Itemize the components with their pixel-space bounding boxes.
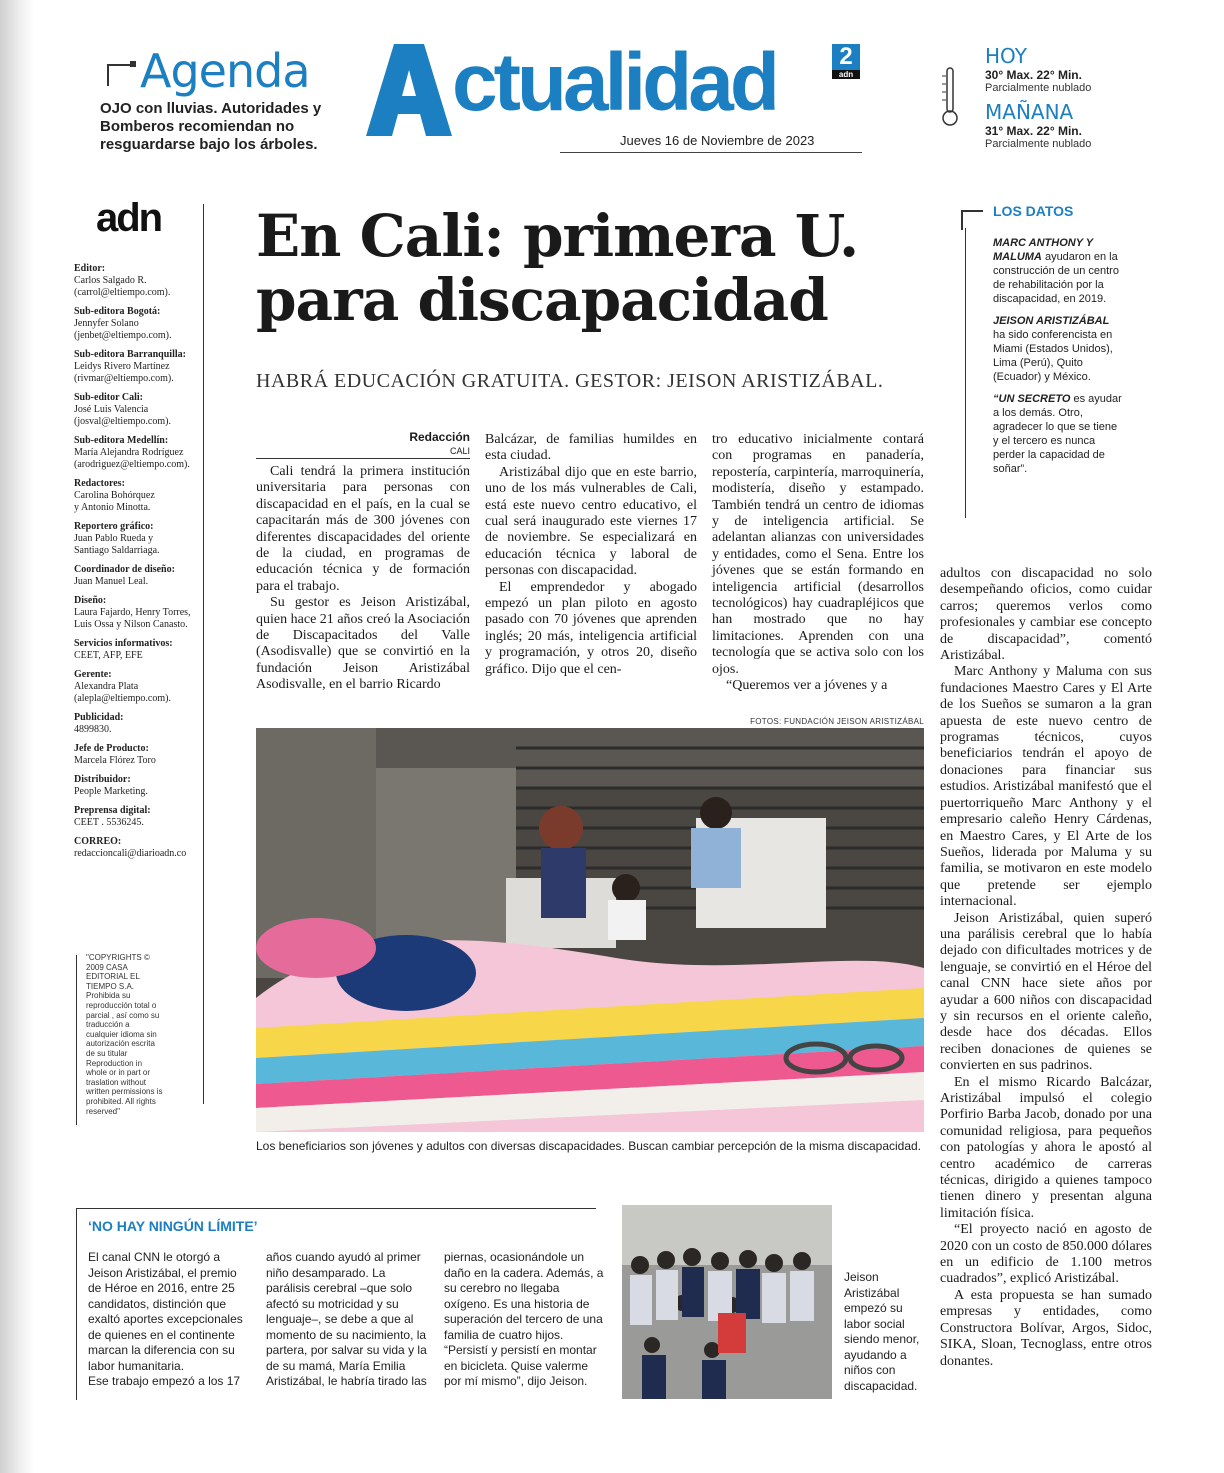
paragraph: El canal CNN le otorgó a Jeison Aristizábal, el premio de Héroe en 2016, entre 25 candidatos, distinción que exaltó aportes excepcionales de quienes en el continente marcan la diferencia con su labor humanitaria. — [88, 1250, 243, 1373]
staff-role: Distribuidor: — [74, 774, 131, 785]
datos-divider — [965, 228, 966, 518]
paragraph: A esta propuesta se han sumado empresas y entidades, como Constructora Bolívar, Argos, Sidoc, SIKA, Sloan, Tecnoglass, entre otros donantes. — [940, 1287, 1152, 1369]
staff-line: y Antonio Minotta. — [74, 502, 151, 513]
staff-line: CEET, AFP, EFE — [74, 650, 143, 661]
staff-role: CORREO: — [74, 836, 122, 847]
staff-line: María Alejandra Rodríguez — [74, 447, 184, 458]
group-photo — [622, 1205, 832, 1399]
staff-line: Leidys Rivero Martínez — [74, 361, 170, 372]
staff-line: José Luis Valencia — [74, 404, 149, 415]
staff-line: (rivmar@eltiempo.com). — [74, 373, 174, 384]
staff-role: Redactores: — [74, 478, 125, 489]
staff-line: Marcela Flórez Toro — [74, 755, 156, 766]
staff-line: (alepla@eltiempo.com). — [74, 693, 171, 704]
staff-role: Preprensa digital: — [74, 805, 151, 816]
copyright-divider — [76, 955, 77, 1125]
staff-role: Publicidad: — [74, 712, 124, 723]
staff-line: (jenbet@eltiempo.com). — [74, 330, 172, 341]
weather-today — [985, 44, 1091, 94]
thermometer-icon — [940, 66, 960, 128]
staff-line: Luis Ossa y Nilson Canasto. — [74, 619, 188, 630]
datos-list — [993, 236, 1123, 484]
page-fold-shadow — [0, 0, 34, 1473]
staff-entry — [74, 669, 204, 705]
group-photo-caption: Jeison Aristizábal empezó su labor social siendo menor, ayudando a niños con discapacidad. — [844, 1270, 920, 1393]
date-divider — [560, 152, 862, 153]
staff-entry — [74, 392, 204, 428]
datos-text: ayudaron en la construcción de un centro de rehabilitación por la discapacidad, en 2019. — [993, 251, 1119, 305]
staff-entry — [74, 595, 204, 631]
agenda-title: Agenda — [140, 44, 310, 98]
paragraph: “Persistí y persistí en montar en bicicleta. Quise valerme por mí mismo”, dijo Jeison. — [444, 1343, 597, 1388]
staff-entry — [74, 263, 204, 299]
headline-line-1: En Cali: primera U. — [256, 202, 859, 270]
photo-credit: FOTOS: FUNDACIÓN JEISON ARISTIZÁBAL — [750, 717, 924, 726]
copyright-notice: "COPYRIGHTS © 2009 CASA EDITORIAL EL TIEMPO S.A. Prohibida su reproducción total o parcial , así como su traducción a cualquier idioma sin autorización escrita de su titular Reproduction in whole or in part or traslation without written permissions is prohibited. All rights reserved" — [86, 953, 163, 1116]
paragraph: El emprendedor y abogado empezó un plan piloto en agosto pasado con 70 jóvenes que aprenden inglés; 20 más, inteligencia artificial y programación, y otros 20, diseño gráfico. Dijo que el cen- — [485, 579, 697, 677]
paragraph: Su gestor es Jeison Aristizábal, quien hace 21 años creó la Asociación de Discapacitados del Valle (Asodisvalle) que se convirtió en la fundación Jeison Aristizábal Asodisvalle, en el barrio Ricardo — [256, 595, 470, 693]
staff-role: Reportero gráfico: — [74, 521, 154, 532]
paragraph: Balcázar, de familias humildes en esta ciudad. — [485, 432, 697, 464]
headline — [256, 204, 936, 332]
staff-entry — [74, 306, 204, 342]
datos-item — [993, 236, 1123, 306]
weather-today-desc: Parcialmente nublado — [985, 82, 1092, 94]
staff-role: Jefe de Producto: — [74, 743, 149, 754]
staff-role: Editor: — [74, 263, 106, 274]
box-title: ‘NO HAY NINGÚN LÍMITE’ — [88, 1218, 258, 1234]
staff-role: Sub-editora Medellín: — [74, 435, 169, 446]
staff-entry — [74, 349, 204, 385]
datos-text: es ayudar a los demás. Otro, agradecer lo que se tiene y el tercero es nunca perder la capacidad de soñar”. — [993, 393, 1122, 475]
staff-entry — [74, 564, 204, 588]
staff-credits — [74, 263, 204, 867]
datos-lead: MARC ANTHONY Y MALUMA — [993, 237, 1093, 263]
paragraph: piernas, ocasionándole un daño en la cadera. Además, a su cerebro no llegaba oxígeno. Es una historia de superación del tercero de una familia de cuatro hijos. — [444, 1250, 604, 1342]
staff-line: (josval@eltiempo.com). — [74, 416, 171, 427]
staff-line: Laura Fajardo, Henry Torres, — [74, 607, 191, 618]
staff-line: CEET . 5536245. — [74, 817, 144, 828]
agenda-bracket-icon — [107, 64, 131, 86]
main-photo — [256, 728, 924, 1132]
staff-line: Jennyfer Solano — [74, 318, 139, 329]
paragraph: tro educativo inicialmente contará con programas en panadería, repostería, carpintería, marroquinería, modistería, diseño y estampado. También tendrá un centro de idiomas y de inteligencia artificial. Se adelantan alianzas con universidades y entidades, como el Sena. Entre los jóvenes que se están formando en inteligencia artificial (desarrollos tecnológicos) hay cuadrapléjicos que han mostrado que no hay limitaciones. Aprenden con una tecnología que se activa solo con los ojos. — [712, 432, 924, 677]
section-title: ctualidad — [452, 37, 776, 128]
photo-caption: Los beneficiarios son jóvenes y adultos con diversas discapacidades. Buscan cambiar percepción de la misma discapacidad. — [256, 1139, 922, 1153]
paragraph: En el mismo Ricardo Balcázar, Aristizábal impulsó el colegio Porfirio Barba Jacob, donado por una comunidad religiosa, para pequeños con patologías y ahora le apostó al centro académico de carreras técnicas, dirigido a quienes tampoco tienen dinero y presentan alguna limitación física. — [940, 1074, 1152, 1221]
weather-tomorrow-temp: 31° Max. 22° Min. — [985, 124, 1082, 138]
box-column-2 — [266, 1250, 428, 1390]
page-number-badge — [832, 44, 860, 78]
issue-date: Jueves 16 de Noviembre de 2023 — [620, 133, 815, 148]
paragraph: años cuando ayudó al primer niño desamparado. La parálisis cerebral –que solo afectó su motricidad y su lenguaje–, se debe a que al momento de su nacimiento, la partera, por salvar su vida y la de su mamá, María Emilia Aristizábal, le habría tirado las — [266, 1250, 427, 1388]
article-column-2 — [485, 432, 697, 678]
badge-brand: adn — [832, 70, 860, 79]
datos-lead: “UN SECRETO — [993, 393, 1071, 405]
staff-line: Santiago Saldarriaga. — [74, 545, 160, 556]
paragraph: “Queremos ver a jóvenes y a — [726, 678, 888, 694]
byline-divider — [256, 458, 470, 459]
datos-item — [993, 392, 1123, 476]
headline-line-2: para discapacidad — [256, 266, 828, 334]
staff-line: Carolina Bohórquez — [74, 490, 155, 501]
staff-entry — [74, 638, 204, 662]
group-photo-illustration — [622, 1205, 832, 1399]
staff-entry — [74, 743, 204, 767]
staff-line: Juan Manuel Leal. — [74, 576, 149, 587]
weather-tomorrow — [985, 100, 1091, 150]
staff-role: Coordinador de diseño: — [74, 564, 175, 575]
paragraph: adultos con discapacidad no solo desempeñando oficios, como cuidar carros; queremos verlos como profesionales y cambiar ese concepto de discapacidad”, comentó Aristizábal. — [940, 566, 1152, 664]
byline-city: CALI — [449, 446, 470, 456]
staff-entry — [74, 478, 204, 514]
box-top-rule — [76, 1208, 596, 1209]
paragraph: Cali tendrá la primera institución universitaria para personas con discapacidad en el país, en la cual se capacitarán más de 300 jóvenes con diferentes discapacidades del oriente de la ciudad, en programas de educación técnica y de formación para el trabajo. — [256, 464, 470, 594]
staff-role: Gerente: — [74, 669, 112, 680]
box-left-rule — [76, 1208, 77, 1400]
adn-logo: adn — [96, 196, 162, 240]
staff-line: Alexandra Plata — [74, 681, 139, 692]
staff-role: Servicios informativos: — [74, 638, 173, 649]
weather-tomorrow-label: MAÑANA — [985, 100, 1074, 124]
datos-bracket-icon — [961, 210, 983, 230]
staff-line: (arodriguez@eltiempo.com). — [74, 459, 190, 470]
staff-entry — [74, 774, 204, 798]
staff-role: Sub-editora Bogotá: — [74, 306, 161, 317]
workshop-photo-illustration — [256, 728, 924, 1132]
paragraph: Jeison Aristizábal, quien superó una parálisis cerebral que lo había dejado con dificultades motrices y de lenguaje, se convirtió en el Héroe del canal CNN hace siete años por ayudar a 600 niños con discapacidad y sin recursos en el oriente caleño, desde hace dos décadas. Ellos reciben donaciones de quienes se convierten en sus padrinos. — [940, 910, 1152, 1074]
datos-item — [993, 314, 1123, 384]
weather-tomorrow-desc: Parcialmente nublado — [985, 138, 1092, 150]
page-number: 2 — [839, 43, 853, 70]
article-column-1 — [256, 464, 470, 694]
agenda-text: OJO con lluvias. Autoridades y Bomberos recomiendan no resguardarse bajo los árboles. — [100, 100, 322, 153]
datos-lead: JEISON ARISTIZÁBAL — [993, 315, 1110, 327]
staff-entry — [74, 805, 204, 829]
staff-line: People Marketing. — [74, 786, 148, 797]
staff-line: redaccioncali@diarioadn.co — [74, 848, 187, 859]
staff-line: Juan Pablo Rueda y — [74, 533, 154, 544]
paragraph: Marc Anthony y Maluma con sus fundaciones Maestro Cares y El Arte de los Sueños se sumaron a la gran apuesta de este nuevo centro de programas técnicos, cuyos beneficiarios tendrán el apoyo de donaciones para financiar sus estudios. Aristizábal manifestó que el puertorriqueño Marc Anthony y el empresario caleño Henry Cárdenas, en Maestro Cares, y El Arte de los Sueños, liderada por Maluma y su familia, se motivaron en este modelo que pretende ser ejemplo internacional. — [940, 664, 1152, 910]
subheadline: HABRÁ EDUCACIÓN GRATUITA. GESTOR: JEISON ARISTIZÁBAL. — [256, 370, 884, 392]
staff-entry — [74, 836, 204, 860]
paragraph: Ese trabajo empezó a los 17 — [88, 1374, 241, 1388]
section-logo-a-icon — [364, 42, 454, 138]
box-column-3 — [444, 1250, 606, 1390]
staff-entry — [74, 521, 204, 557]
datos-title: LOS DATOS — [993, 203, 1074, 219]
article-column-4 — [940, 566, 1152, 1370]
paragraph: “El proyecto nació en agosto de 2020 con un costo de 850.000 dólares en un edificio de 1.100 metros cuadrados”, explicó Aristizábal. — [940, 1222, 1152, 1287]
staff-entry — [74, 712, 204, 736]
byline: Redacción — [409, 430, 470, 444]
article-column-3 — [712, 432, 924, 695]
staff-entry — [74, 435, 204, 471]
staff-role: Sub-editor Cali: — [74, 392, 143, 403]
staff-line: (carrol@eltiempo.com). — [74, 287, 171, 298]
staff-line: 4899830. — [74, 724, 112, 735]
datos-text: ha sido conferencista en Miami (Estados Unidos), Lima (Perú), Quito (Ecuador) y México. — [993, 329, 1113, 383]
staff-line: Carlos Salgado R. — [74, 275, 147, 286]
staff-role: Diseño: — [74, 595, 107, 606]
paragraph: Aristizábal dijo que en este barrio, uno de los más vulnerables de Cali, está este nuevo centro educativo, el cual será inaugurado este viernes 17 de noviembre. Se especializará en educación técnica y laboral de personas con discapacidad. — [485, 464, 697, 579]
weather-today-temp: 30° Max. 22° Min. — [985, 68, 1082, 82]
box-column-1 — [88, 1250, 250, 1390]
weather-today-label: HOY — [985, 44, 1027, 68]
staff-role: Sub-editora Barranquilla: — [74, 349, 186, 360]
